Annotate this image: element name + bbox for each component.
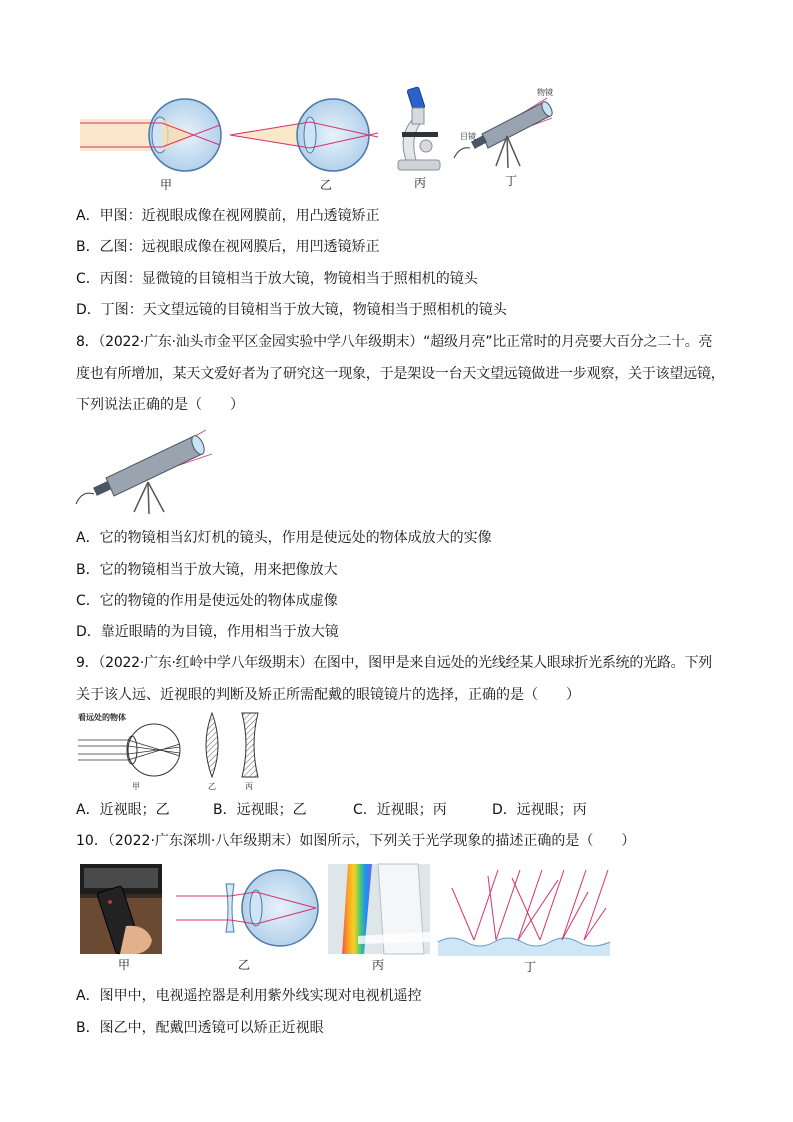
q10-remote-control-photo [80,864,162,954]
q8-option-b: B．它的物镜相当于放大镜，用来把像放大 [76,562,338,578]
fig1-label-jia: 甲 [160,178,173,192]
q10-option-a: A．图甲中，电视遥控器是利用紫外线实现对电视机遥控 [76,988,422,1004]
q9-convex-lens [202,712,222,778]
q7-option-a: A．甲图：近视眼成像在视网膜前，用凸透镜矫正 [76,208,380,224]
eye-diagram-far-sighted [230,95,380,175]
telescope-eyepiece-label: 目镜 [460,132,476,141]
fig1-label-bing: 丙 [414,176,427,190]
q9-stem-line-2: 关于该人远、近视眼的判断及矫正所需配戴的眼镜镜片的选择，正确的是（ ） [76,687,580,703]
q9-fig-label-jia: 甲 [132,782,140,791]
microscope-image [388,86,448,172]
q10-fig-label-ding: 丁 [524,960,537,974]
q10-option-b: B．图乙中，配戴凹透镜可以矫正近视眼 [76,1020,324,1036]
q9-fig-label-yi: 乙 [208,782,216,791]
q9-option-d: D．远视眼；丙 [492,802,587,818]
q7-option-d: D．丁图：天文望远镜的目镜相当于放大镜，物镜相当于照相机的镜头 [76,302,507,318]
q7-option-b: B．乙图：远视眼成像在视网膜后，用凹透镜矫正 [76,239,380,255]
telescope-image [452,88,562,170]
q10-prism-dispersion-photo [328,864,430,954]
fig1-label-yi: 乙 [320,178,333,192]
q10-diffuse-reflection-diagram [438,864,610,956]
q10-fig-label-bing: 丙 [372,958,385,972]
q8-option-d: D．靠近眼睛的为目镜，作用相当于放大镜 [76,624,339,640]
q9-figure-title: 看远处的物体 [78,713,126,722]
q8-stem-line-3: 下列说法正确的是（ ） [76,397,244,413]
fig1-label-ding: 丁 [505,174,518,188]
q9-concave-lens [240,712,260,778]
q10-fig-label-jia: 甲 [118,958,131,972]
q9-option-a: A．近视眼；乙 [76,802,170,818]
q8-stem-line-1: 8．（2022·广东·汕头市金平区金园实验中学八年级期末）“超级月亮”比正常时的月亮要大百分之二十。亮 [76,334,713,350]
q10-fig-label-yi: 乙 [238,958,251,972]
telescope-objective-label: 物镜 [537,88,553,97]
q9-fig-label-bing: 丙 [245,782,253,791]
q9-stem-line-1: 9．（2022·广东·红岭中学八年级期末）在图中，图甲是来自远处的光线经某人眼球折光系统的光路。下列 [76,655,712,671]
q9-option-b: B．远视眼；乙 [213,802,307,818]
q8-option-a: A．它的物镜相当幻灯机的镜头，作用是使远处的物体成放大的实像 [76,530,492,546]
q9-eye-diagram [78,722,188,782]
q10-eye-concave-lens-diagram [176,866,326,950]
q10-stem: 10．（2022·广东深圳·八年级期末）如图所示，下列关于光学现象的描述正确的是（ ） [76,833,636,849]
q8-telescope-image [76,424,216,514]
q9-option-c: C．近视眼；丙 [353,802,447,818]
q7-option-c: C．丙图：显微镜的目镜相当于放大镜，物镜相当于照相机的镜头 [76,271,478,287]
q8-stem-line-2: 度也有所增加，某天文爱好者为了研究这一现象，于是架设一台天文望远镜做进一步观察，关于该望远镜， [76,366,725,382]
eye-diagram-near-sighted [80,95,230,175]
q8-option-c: C．它的物镜的作用是使远处的物体成虚像 [76,593,338,609]
